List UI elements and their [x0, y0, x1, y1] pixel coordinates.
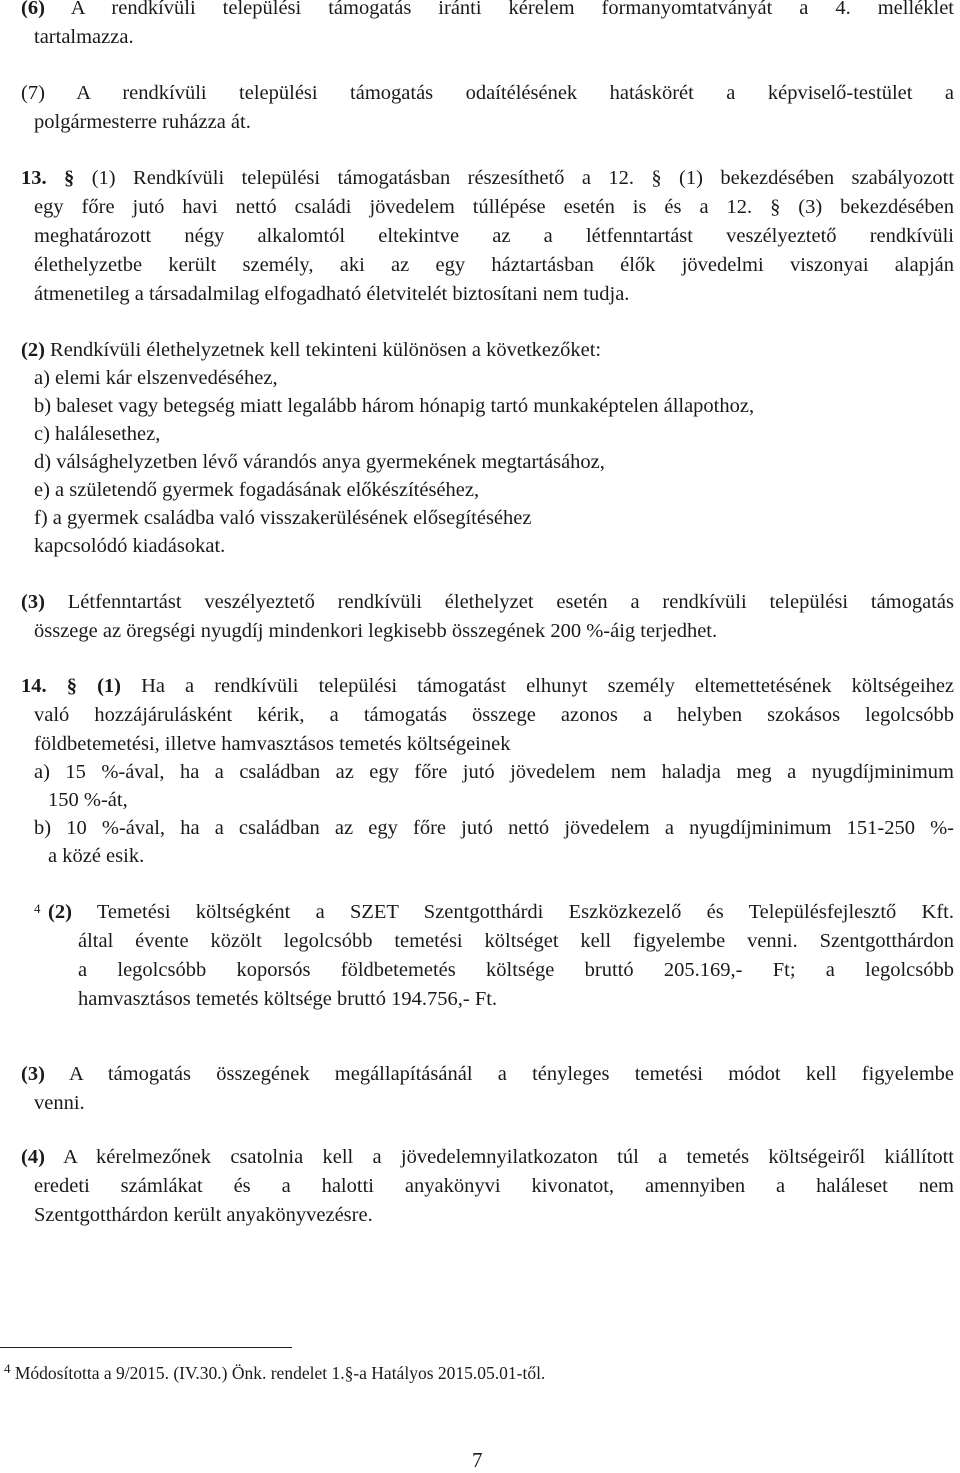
section-13-p3-text: Létfenntartást veszélyeztető rendkívüli élethelyzet esetén a rendkívüli települési támogatás	[67, 591, 954, 613]
footnote-mark: 4	[4, 1361, 11, 1376]
section-13-p2-intro-text: Rendkívüli élethelyzetnek kell tekinteni különösen a következőket:	[50, 339, 602, 361]
list-item-d: d) válsághelyzetben lévő várandós anya gyermekének megtartásához,	[34, 451, 605, 473]
para-6-text: A rendkívüli települési támogatás iránti kérelem formanyomtatványát a 4. melléklet	[70, 0, 955, 19]
section-14-p3-line-2: venni.	[34, 1092, 85, 1114]
section-14-p2-line-4: hamvasztásos temetés költsége bruttó 194.756,- Ft.	[78, 988, 498, 1010]
section-14-p3-label: (3)	[21, 1063, 45, 1085]
section-13-p2-label: (2)	[21, 339, 45, 361]
section-14-p2-line-3: a legolcsóbb koporsós földbetemetés költsége bruttó 205.169,- Ft; a legolcsóbb	[78, 959, 954, 981]
section-14-p3-line-1	[21, 1060, 954, 1089]
para-6-label: (6)	[21, 0, 45, 19]
section-14-number: 14.	[21, 675, 47, 697]
section-14-item-a-line-1: a) 15 %-ával, ha a családban az egy főre jutó jövedelem nem haladja meg a nyugdíjminimum	[34, 761, 954, 783]
list-item-e: e) a születendő gyermek fogadásának előkészítéséhez,	[34, 479, 480, 501]
footnote-text: Módosította a 9/2015. (IV.30.) Önk. rendelet 1.§-a Hatályos 2015.05.01-től.	[14, 1363, 546, 1383]
section-13-line-2: egy főre jutó havi nettó családi jövedelem túllépése esetén is és a 12. § (3) bekezdésében	[34, 196, 954, 218]
section-13-line-3: meghatározott négy alkalomtól eltekintve az a létfenntartást veszélyeztető rendkívüli	[34, 225, 954, 247]
para-6-line-2: tartalmazza.	[34, 26, 134, 48]
footnote-ref-mark: 4	[34, 901, 41, 916]
section-14-line-3: földbetemetési, illetve hamvasztásos temetés költségeinek	[34, 733, 511, 755]
section-13-p3-line-2: összege az öregségi nyugdíj mindenkori legkisebb összegének 200 %-áig terjedhet.	[34, 620, 718, 642]
section-14-p1-label: (1)	[97, 675, 121, 697]
section-13-p3-label: (3)	[21, 591, 45, 613]
section-14-p4-line-3: Szentgotthárdon került anyakönyvezésre.	[34, 1204, 373, 1226]
section-14-item-b-line-1: b) 10 %-ával, ha a családban az egy főre jutó nettó jövedelem a nyugdíjminimum 151-250 %-	[34, 817, 954, 839]
para-6-line-1	[21, 0, 954, 23]
footnote	[4, 1362, 545, 1384]
section-14-p4-label: (4)	[21, 1146, 45, 1168]
list-item-b: b) baleset vagy betegség miatt legalább három hónapig tartó munkaképtelen állapothoz,	[34, 395, 755, 417]
section-14-p2-label: (2)	[48, 901, 72, 923]
section-14-text: Ha a rendkívüli települési támogatást elhunyt személy eltemettetésének költségeihez	[141, 675, 955, 697]
section-14-p2-text: Temetési költségként a SZET Szentgotthárdi Eszközkezelő és Településfejlesztő Kft.	[96, 901, 954, 923]
section-14-item-a-line-2: 150 %-át,	[48, 789, 128, 811]
section-14-item-b-line-2: a közé esik.	[48, 845, 145, 867]
section-14-p4-line-1	[21, 1143, 954, 1172]
section-14-p3-text: A támogatás összegének megállapításánál a tényleges temetési módot kell figyelembe	[69, 1063, 954, 1085]
section-14-p4-line-2: eredeti számlákat és a halotti anyakönyvi kivonatot, amennyiben a haláleset nem	[34, 1175, 954, 1197]
section-13-text: (1) Rendkívüli települési támogatásban részesíthető a 12. § (1) bekezdésében szabályozott	[91, 167, 955, 189]
section-13-line-1	[21, 164, 954, 193]
section-14-line-1	[21, 672, 954, 701]
section-14-p2-line-1	[48, 898, 954, 927]
list-item-a: a) elemi kár elszenvedéséhez,	[34, 367, 278, 389]
list-item-f: f) a gyermek családba való visszakerülésének elősegítéséhez	[34, 507, 532, 529]
section-14-line-2: való hozzájárulásként kérik, a támogatás összege azonos a helyben szokásos legolcsóbb	[34, 704, 954, 726]
page-number: 7	[472, 1448, 483, 1472]
section-13-p3-line-1	[21, 588, 954, 617]
footnote-reference	[34, 898, 41, 927]
section-13-line-5: átmenetileg a társadalmilag elfogadható életvitelét biztosítani nem tudja.	[34, 283, 630, 305]
list-closing: kapcsolódó kiadásokat.	[34, 535, 226, 557]
section-14-p2-line-2: által évente közölt legolcsóbb temetési költséget kell figyelembe venni. Szentgotthárdon	[78, 930, 954, 952]
section-14-sign: §	[66, 675, 77, 697]
section-13-number: 13.	[21, 167, 47, 189]
footnote-divider	[0, 1347, 292, 1348]
list-item-c: c) halálesethez,	[34, 423, 161, 445]
section-13-line-4: élethelyzetbe került személy, aki az egy háztartásban élők jövedelmi viszonyai alapján	[34, 254, 954, 276]
para-7-line-2: polgármesterre ruházza át.	[34, 111, 251, 133]
para-7-line-1: (7) A rendkívüli települési támogatás odaítélésének hatáskörét a képviselő-testület a	[21, 82, 954, 104]
section-13-p2-intro	[21, 336, 601, 365]
section-14-p4-text: A kérelmezőnek csatolnia kell a jövedelemnyilatkozaton túl a temetés költségeiről kiállított	[63, 1146, 954, 1168]
section-13-sign: §	[64, 167, 75, 189]
